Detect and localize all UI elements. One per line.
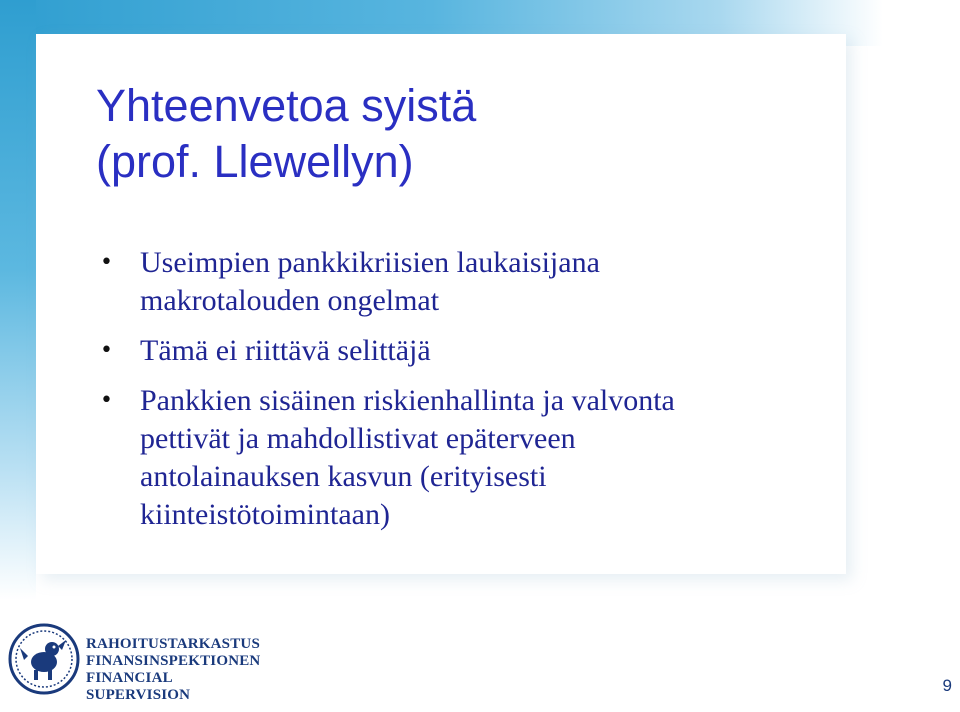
bullet-item [100, 244, 840, 320]
slide-title-line-2: (prof. Llewellyn) [96, 136, 414, 187]
logo-line: RAHOITUSTARKASTUS [86, 636, 260, 652]
bullet-text: Useimpien pankkikriisien laukaisijana makrotalouden ongelmat [140, 246, 600, 317]
bullet-text: Tämä ei riittävä selittäjä [140, 334, 431, 367]
logo-wordmark [86, 636, 268, 704]
bullet-dot: • [100, 338, 113, 363]
bullet-dot: • [100, 388, 113, 413]
logo-line: FINANCIAL SUPERVISION [86, 670, 191, 703]
bullet-dot: • [100, 250, 113, 275]
slide-title [96, 78, 816, 190]
organization-logo [8, 620, 268, 702]
bullet-list [100, 244, 840, 546]
slide-title-line-1: Yhteenvetoa syistä [96, 80, 477, 131]
bullet-item [100, 332, 840, 370]
left-frame-bar [0, 0, 36, 600]
bullet-item [100, 382, 840, 534]
lion-crest-icon [8, 620, 80, 698]
logo-line: FINANSINSPEKTIONEN [86, 653, 261, 669]
bullet-text: Pankkien sisäinen riskienhallinta ja valvonta pettivät ja mahdollistivat epäterveen antolainauksen kasvun (erityisesti kiinteistötoimintaan) [140, 384, 675, 531]
page-number: 9 [942, 676, 952, 695]
